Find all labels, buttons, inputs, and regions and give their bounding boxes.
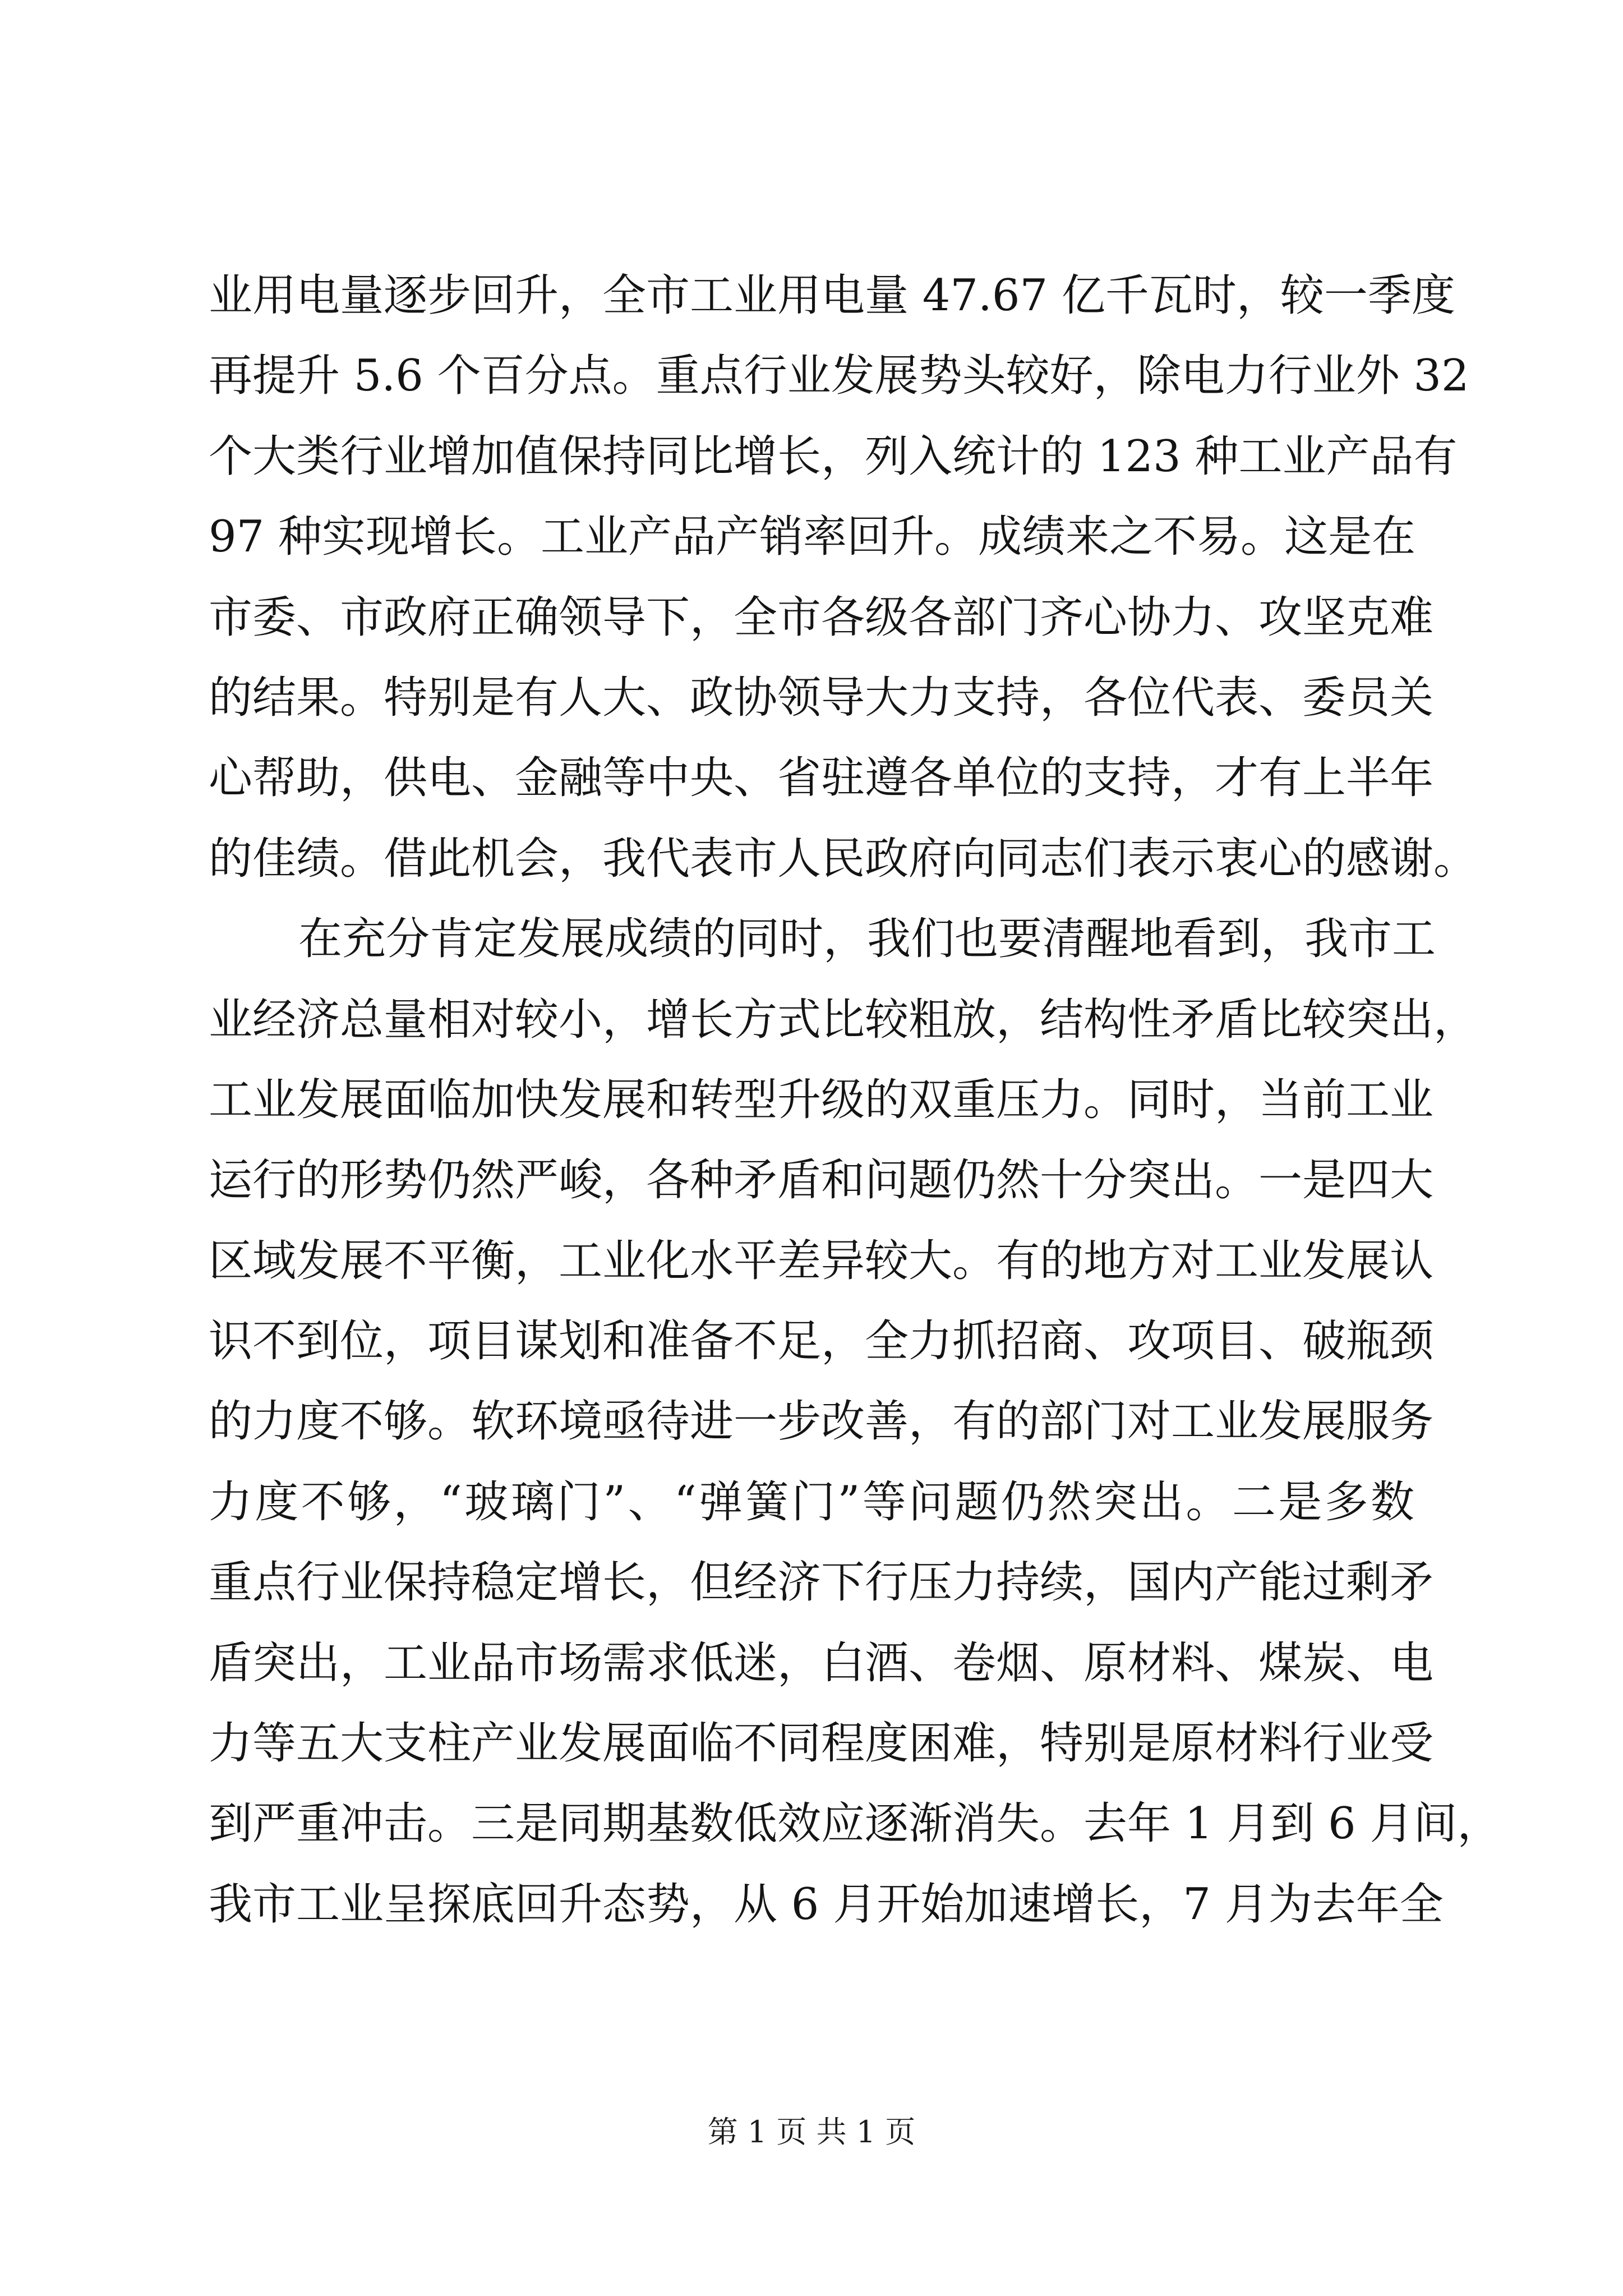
text-line: 到严重冲击。三是同期基数低效应逐渐消失。去年 1 月到 6 月间， — [209, 1798, 1501, 1849]
text-line: 区域发展不平衡，工业化水平差异较大。有的地方对工业发展认 — [209, 1235, 1434, 1286]
text-line: 我市工业呈探底回升态势，从 6 月开始加速增长，7 月为去年全 — [209, 1879, 1444, 1930]
page-footer — [0, 2113, 1623, 2152]
text-line: 的力度不够。软环境亟待进一步改善，有的部门对工业发展服务 — [209, 1396, 1434, 1447]
text-line: 市委、市政府正确领导下，全市各级各部门齐心协力、攻坚克难 — [209, 592, 1434, 643]
text-line: 的结果。特别是有人大、政协领导大力支持，各位代表、委员关 — [209, 672, 1434, 723]
text-line: 的佳绩。借此机会，我代表市人民政府向同志们表示衷心的感谢。 — [209, 833, 1478, 884]
text-line: 在充分肯定发展成绩的同时，我们也要清醒地看到，我市工 — [298, 914, 1436, 965]
text-line: 识不到位，项目谋划和准备不足，全力抓招商、攻项目、破瓶颈 — [209, 1316, 1434, 1367]
text-line: 心帮助，供电、金融等中央、省驻遵各单位的支持，才有上半年 — [209, 753, 1434, 804]
text-line: 业经济总量相对较小，增长方式比较粗放，结构性矛盾比较突出， — [209, 994, 1478, 1045]
text-line: 个大类行业增加值保持同比增长，列入统计的 123 种工业产品有 — [209, 431, 1458, 482]
text-line: 业用电量逐步回升，全市工业用电量 47.67 亿千瓦时，较一季度 — [209, 270, 1455, 321]
text-line: 重点行业保持稳定增长，但经济下行压力持续，国内产能过剩矛 — [209, 1557, 1434, 1608]
paragraph-1 — [209, 256, 1478, 899]
text-line: 力等五大支柱产业发展面临不同程度困难，特别是原材料行业受 — [209, 1718, 1434, 1769]
text-line: 运行的形势仍然严峻，各种矛盾和问题仍然十分突出。一是四大 — [209, 1155, 1434, 1206]
text-line: 再提升 5.6 个百分点。重点行业发展势头较好，除电力行业外 32 — [209, 351, 1469, 402]
text-line: 盾突出，工业品市场需求低迷，白酒、卷烟、原材料、煤炭、电 — [209, 1637, 1434, 1688]
paragraph-2 — [209, 899, 1501, 1945]
text-line: 工业发展面临加快发展和转型升级的双重压力。同时，当前工业 — [209, 1074, 1434, 1125]
text-line: 力度不够，“玻璃门”、“弹簧门”等问题仍然突出。二是多数 — [209, 1476, 1414, 1527]
page-number: 第 1 页 共 1 页 — [707, 2114, 916, 2150]
text-line: 97 种实现增长。工业产品产销率回升。成绩来之不易。这是在 — [209, 512, 1416, 563]
document-body — [209, 256, 1501, 1945]
